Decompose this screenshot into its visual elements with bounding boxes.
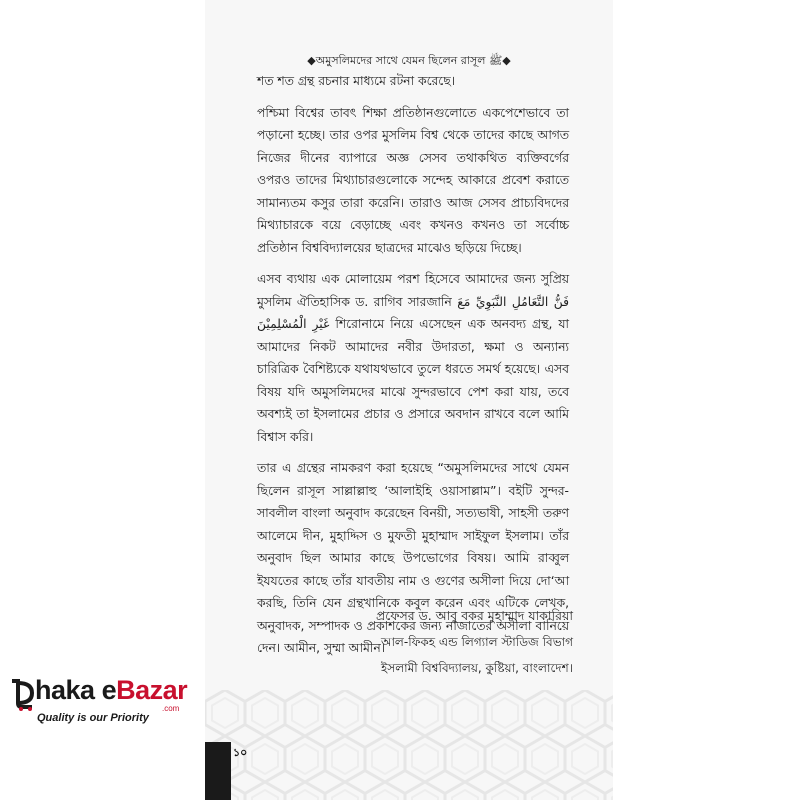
decorative-pattern [205,690,613,800]
page-number: ১০ [233,746,248,759]
brand-tagline: Quality is our Priority [37,712,149,724]
book-page [205,0,613,800]
brand-e: e [101,675,117,705]
paragraph: তার এ গ্রন্থের নামকরণ করা হয়েছে “অমুসলিমদের সাথে যেমন ছিলেন রাসূল সাল্লাল্লাহু ‘আলাইহি ওয়াসাল্লাম”। বইটি সুন্দর-সাবলীল বাংলা অনুবাদ করেছেন বিনয়ী, সত্যভাষী, সাহসী তরুণ আলেমে দীন, মুহাদ্দিস ও মুফতী মুহাম্মাদ সাইফুল ইসলাম। তাঁর অনুবাদ ছিল আমার কাছে উপভোগের বিষয়। আমি রাব্বুল ইযযতের কাছে তাঁর যাবতীয় নাম ও গুণের অসীলা দিয়ে দো‘আ করছি, তিনি যেন গ্রন্থখানিকে কবুল করেন এবং এটিকে লেখক, অনুবাদক, সম্পাদক ও প্রকাশকের জন্য নাজাতের অসীলা বানিয়ে দেন। আমীন, সুম্মা আমীন। [257,461,569,655]
brand-bazar: Bazar [116,675,188,705]
author-university: ইসলামী বিশ্ববিদ্যালয়, কুষ্টিয়া, বাংলাদেশ। [381,661,573,675]
brand-prefix: haka [35,675,95,705]
brand-domain: .com [162,704,180,713]
paragraph: পশ্চিমা বিশ্বের তাবৎ শিক্ষা প্রতিষ্ঠানগুলোতে একপেশেভাবে তা পড়ানো হচ্ছে। তার ওপর মুসলিম বিশ্ব থেকে তাদের কাছে আগত নিজের দীনের ব্যাপারে অজ্ঞ সেসব তথাকথিত ব্যক্তিবর্গের ওপরও তাদের মিথ্যাচারগুলোকে সন্দেহ আকারে প্রবেশ করাতে সামান্যতম কসুর তারা করেনি। তারাও আজ সেসব প্রাচ্যবিদদের মিথ্যাচারকে বয়ে বেড়াচ্ছে এবং কখনও কখনও তা সর্বোচ্চ প্রতিষ্ঠান বিশ্ববিদ্যালয়ের ছাত্রদের মাঝেও ছড়িয়ে দিচ্ছে। [257,105,569,255]
watermark-logo [10,675,210,735]
paragraph: শত শত গ্রন্থ রচনার মাধ্যমে রটনা করেছে। [257,74,456,88]
paragraph: এসব ব্যথায় এক মোলায়েম পরশ হিসেবে আমাদের জন্য সুপ্রিয় মুসলিম ঐতিহাসিক ড. রাগিব সারজানি فَنُّ التَّعَامُلِ النَّبَوِيِّ مَعَ غَيْرِ الْمُسْلِمِيْنَ শিরোনামে নিয়ে এসেছেন এক অনবদ্য গ্রন্থ, যা আমাদের নিকট আমাদের নবীর উদারতা, ক্ষমা ও অন্যান্য চারিত্রিক বৈশিষ্ট্যকে যথাযথভাবে তুলে ধরতে সমর্থ হয়েছে। এসব বিষয় যদি অমুসলিমদের মাঝে সুন্দরভাবে পেশ করা যায়, তবে অবশ্যই তা ইসলামের প্রচার ও প্রসারে অবদান রাখবে বলে আমি বিশ্বাস করি। [257,272,569,444]
brand-wordmark [10,675,187,706]
running-header: ◆অমুসলিমদের সাথে যেমন ছিলেন রাসূল ﷺ◆ [307,54,511,67]
page-number-tab [205,742,231,800]
author-name: প্রফেসর ড. আবু বকর মুহাম্মাদ যাকারিয়া [375,608,573,623]
signature-block [376,603,573,681]
body-text [257,70,569,669]
author-department: আল-ফিকহ এন্ড লিগ্যাল স্টাডিজ বিভাগ [380,635,573,649]
